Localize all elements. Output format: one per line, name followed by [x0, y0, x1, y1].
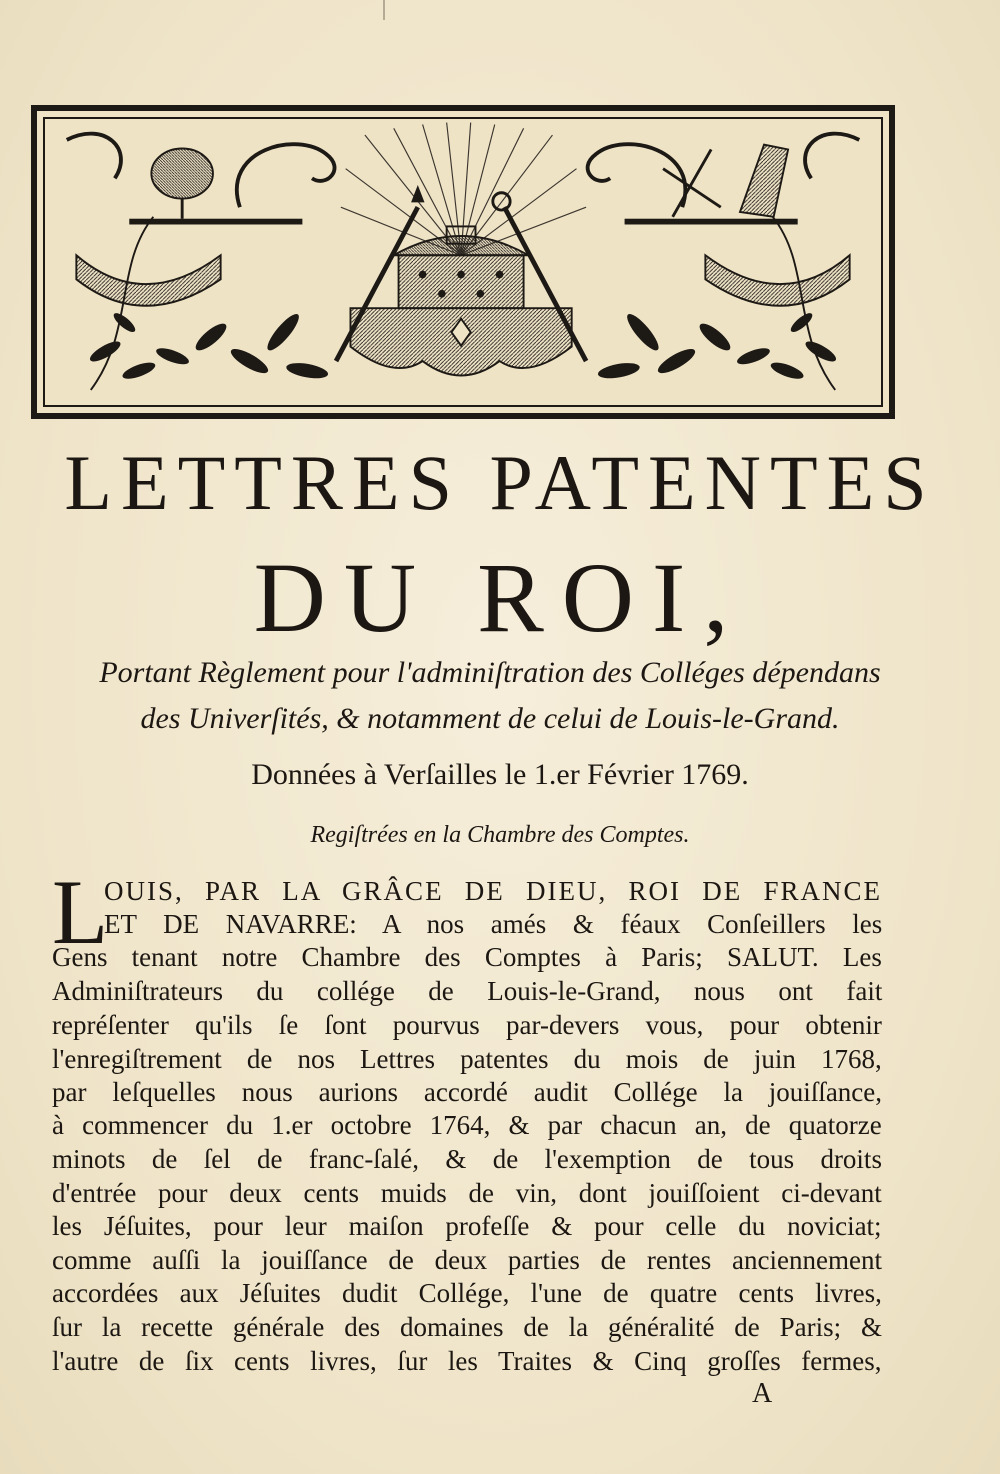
body-line: l'autre de ſix cents livres, ſur les Traites & Cinq groſſes fermes, — [52, 1346, 882, 1376]
body-line: OUIS, PAR LA GRÂCE DE DIEU, ROI DE FRANCE — [104, 876, 883, 906]
body-line: d'entrée pour deux cents muids de vin, dont jouiſſoient ci-devant — [52, 1178, 882, 1208]
body-line: ſur la recette générale des domaines de la généralité de Paris; & — [52, 1312, 882, 1342]
subtitle — [40, 650, 940, 742]
body-line: Gens tenant notre Chambre des Comptes à Paris; SALUT. Les — [52, 942, 882, 972]
body-line: les Jéſuites, pour leur maiſon profeſſe & pour celle du noviciat; — [52, 1211, 882, 1241]
body-line: minots de ſel de franc-ſalé, & de l'exemption de tous droits — [52, 1144, 882, 1174]
body-line: accordées aux Jéſuites dudit Collége, l'une de quatre cents livres, — [52, 1278, 882, 1308]
body-line: à commencer du 1.er octobre 1764, & par chacun an, de quatorze — [52, 1110, 882, 1140]
body-line: comme auſſi la jouiſſance de deux parties de rentes anciennement — [52, 1245, 882, 1275]
body-line: Adminiſtrateurs du collége de Louis-le-Grand, nous ont fait — [52, 976, 883, 1006]
date-line: Données à Verſailles le 1.er Février 1769. — [251, 758, 749, 791]
registration-line: Regiſtrées en la Chambre des Comptes. — [310, 822, 690, 848]
subtitle-line-1: Portant Règlement pour l'adminiſtration des Colléges dépendans — [99, 656, 881, 689]
body-line: par leſquelles nous aurions accordé audit Collége la jouiſſance, — [52, 1077, 883, 1107]
body-line: ET DE NAVARRE: A nos amés & féaux Conſeillers les — [104, 909, 883, 939]
royal-ornament-icon — [37, 111, 889, 413]
title-line-2: DU ROI, — [253, 542, 747, 653]
body-line: repréſenter qu'ils ſe ſont pourvus par-devers vous, pour obtenir — [52, 1010, 882, 1040]
title-line-1: LETTRES PATENTES — [64, 439, 936, 526]
engraved-headpiece — [31, 105, 895, 419]
drop-cap: L — [52, 861, 109, 963]
body-line: l'enregiſtrement de nos Lettres patentes du mois de juin 1768, — [52, 1044, 882, 1074]
gutter-mark — [383, 0, 385, 20]
catchword: A — [752, 1378, 773, 1409]
subtitle-line-2: des Univerſités, & notamment de celui de Louis-le-Grand. — [140, 702, 840, 735]
